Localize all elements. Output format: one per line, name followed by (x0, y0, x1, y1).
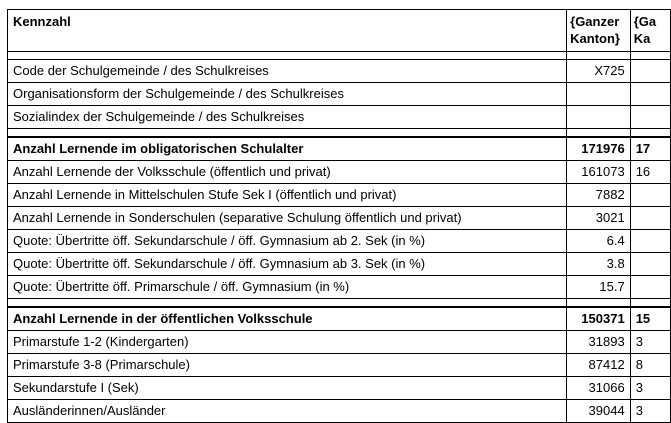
table-row-summary (8, 307, 671, 331)
row-label: Anzahl Lernende in der öffentlichen Volksschule (8, 307, 567, 331)
header-col2-line1: {Ga (633, 14, 657, 29)
row-value-kanton: 87412 (567, 354, 631, 377)
table-row (8, 276, 671, 299)
table-row (8, 83, 671, 106)
row-label: Sozialindex der Schulgemeinde / des Schulkreises (8, 106, 567, 129)
row-value-col2 (630, 106, 670, 129)
row-value-col2 (630, 83, 670, 106)
row-label: Primarstufe 3-8 (Primarschule) (8, 354, 567, 377)
row-label: Quote: Übertritte öff. Sekundarschule / öff. Gymnasium ab 3. Sek (in %) (8, 253, 567, 276)
row-label: Anzahl Lernende in Mittelschulen Stufe Sek I (öffentlich und privat) (8, 184, 567, 207)
spacer-row (8, 299, 671, 308)
row-value-col2: 16 (630, 161, 670, 184)
header-kennzahl: Kennzahl (8, 10, 567, 52)
row-label: Quote: Übertritte öff. Primarschule / öff. Gymnasium (in %) (8, 276, 567, 299)
row-value-kanton: 39044 (567, 400, 631, 423)
row-value-col2 (630, 184, 670, 207)
row-label: Ausländerinnen/Ausländer (8, 400, 567, 423)
row-value-kanton (567, 106, 631, 129)
row-label: Anzahl Lernende der Volksschule (öffentlich und privat) (8, 161, 567, 184)
row-value-col2 (630, 276, 670, 299)
row-label: Organisationsform der Schulgemeinde / des Schulkreises (8, 83, 567, 106)
row-value-col2 (630, 253, 670, 276)
header-ganzer-kanton (567, 10, 631, 52)
row-value-kanton (567, 83, 631, 106)
row-label: Anzahl Lernende in Sonderschulen (separative Schulung öffentlich und privat) (8, 207, 567, 230)
table-row (8, 354, 671, 377)
row-value-kanton: 3.8 (567, 253, 631, 276)
row-value-col2 (630, 230, 670, 253)
row-value-kanton: 6.4 (567, 230, 631, 253)
row-value-col2: 3 (630, 331, 670, 354)
header-col2-line2: Ka (633, 31, 651, 46)
row-label: Quote: Übertritte öff. Sekundarschule / öff. Gymnasium ab 2. Sek (in %) (8, 230, 567, 253)
table-row (8, 60, 671, 83)
table-row (8, 400, 671, 423)
row-value-col2: 3 (630, 377, 670, 400)
row-value-col2 (630, 207, 670, 230)
row-value-col2: 17 (630, 137, 670, 161)
row-value-col2: 8 (630, 354, 670, 377)
spacer-row (8, 129, 671, 138)
row-value-col2 (630, 60, 670, 83)
row-label: Code der Schulgemeinde / des Schulkreises (8, 60, 567, 83)
row-value-kanton: 161073 (567, 161, 631, 184)
table-row-summary (8, 137, 671, 161)
table-row (8, 161, 671, 184)
header-col1-line1: {Ganzer (570, 14, 620, 29)
spacer-row (8, 52, 671, 60)
table-row (8, 184, 671, 207)
row-value-kanton: 7882 (567, 184, 631, 207)
table-row (8, 106, 671, 129)
header-col1-line2: Kanton} (570, 31, 620, 46)
row-value-kanton: 3021 (567, 207, 631, 230)
row-value-kanton: 15.7 (567, 276, 631, 299)
table-row (8, 207, 671, 230)
table-row (8, 230, 671, 253)
header-col2 (630, 10, 670, 52)
row-label: Sekundarstufe I (Sek) (8, 377, 567, 400)
kennzahl-table (7, 9, 671, 423)
table-header-row (8, 10, 671, 52)
row-value-col2: 3 (630, 400, 670, 423)
row-value-kanton: 31066 (567, 377, 631, 400)
row-value-kanton: 31893 (567, 331, 631, 354)
row-value-kanton: 150371 (567, 307, 631, 331)
row-value-kanton: X725 (567, 60, 631, 83)
table-row (8, 377, 671, 400)
row-label: Primarstufe 1-2 (Kindergarten) (8, 331, 567, 354)
table-row (8, 253, 671, 276)
table-row (8, 331, 671, 354)
row-value-kanton: 171976 (567, 137, 631, 161)
row-value-col2: 15 (630, 307, 670, 331)
row-label: Anzahl Lernende im obligatorischen Schulalter (8, 137, 567, 161)
